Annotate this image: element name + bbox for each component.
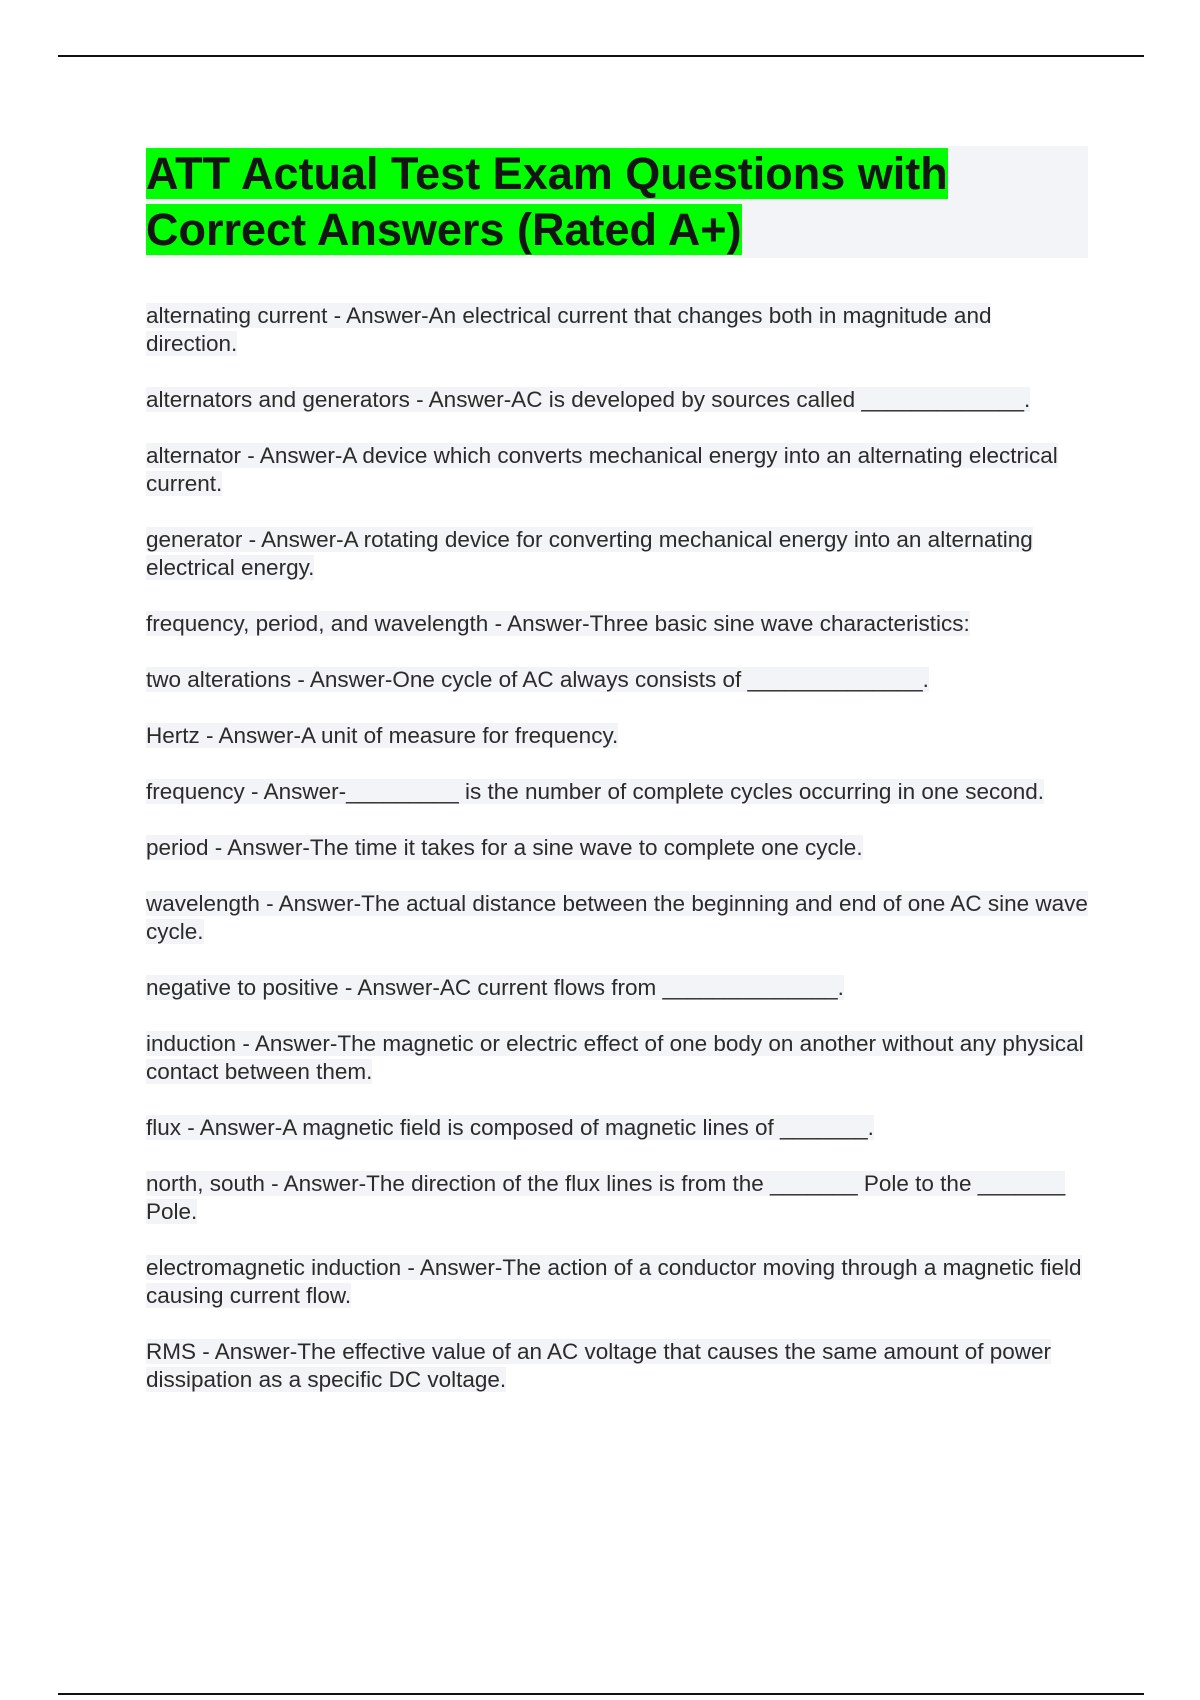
qa-item-text: wavelength - Answer-The actual distance between the beginning and end of one AC sine wave cycle. [146, 891, 1088, 944]
qa-item [146, 666, 1088, 694]
qa-item-text: alternator - Answer-A device which converts mechanical energy into an alternating electrical current. [146, 443, 1058, 496]
qa-item [146, 1114, 1088, 1142]
qa-item [146, 1030, 1088, 1086]
qa-item [146, 1254, 1088, 1310]
qa-item [146, 1170, 1088, 1226]
qa-item [146, 778, 1088, 806]
qa-item-text: negative to positive - Answer-AC current flows from ______________. [146, 975, 844, 1000]
qa-item-text: flux - Answer-A magnetic field is composed of magnetic lines of _______. [146, 1115, 874, 1140]
qa-item [146, 386, 1088, 414]
qa-item [146, 974, 1088, 1002]
top-rule [58, 55, 1144, 57]
qa-item-text: alternators and generators - Answer-AC is developed by sources called _____________. [146, 387, 1031, 412]
bottom-rule [58, 1693, 1144, 1695]
qa-item-text: alternating current - Answer-An electrical current that changes both in magnitude and direction. [146, 303, 992, 356]
document-title-text: ATT Actual Test Exam Questions with Correct Answers (Rated A+) [146, 148, 948, 255]
qa-item-text: north, south - Answer-The direction of the flux lines is from the _______ Pole to the _______ Pole. [146, 1171, 1066, 1224]
qa-list [146, 302, 1088, 1394]
qa-item-text: generator - Answer-A rotating device for converting mechanical energy into an alternating electrical energy. [146, 527, 1033, 580]
qa-item [146, 610, 1088, 638]
qa-item-text: RMS - Answer-The effective value of an AC voltage that causes the same amount of power dissipation as a specific DC voltage. [146, 1339, 1052, 1392]
qa-item-text: electromagnetic induction - Answer-The action of a conductor moving through a magnetic field causing current flow. [146, 1255, 1082, 1308]
qa-item [146, 1338, 1088, 1394]
qa-item [146, 722, 1088, 750]
qa-item-text: Hertz - Answer-A unit of measure for frequency. [146, 723, 619, 748]
document-title [146, 146, 1088, 258]
title-block [146, 146, 1088, 258]
qa-item-text: two alterations - Answer-One cycle of AC always consists of ______________. [146, 667, 929, 692]
qa-item [146, 442, 1088, 498]
qa-item-text: frequency - Answer-_________ is the number of complete cycles occurring in one second. [146, 779, 1045, 804]
qa-item [146, 526, 1088, 582]
qa-item [146, 834, 1088, 862]
qa-item-text: period - Answer-The time it takes for a sine wave to complete one cycle. [146, 835, 863, 860]
qa-item-text: frequency, period, and wavelength - Answer-Three basic sine wave characteristics: [146, 611, 970, 636]
qa-item [146, 890, 1088, 946]
qa-item-text: induction - Answer-The magnetic or electric effect of one body on another without any physical contact between them. [146, 1031, 1084, 1084]
qa-item [146, 302, 1088, 358]
document-body [146, 146, 1088, 1422]
